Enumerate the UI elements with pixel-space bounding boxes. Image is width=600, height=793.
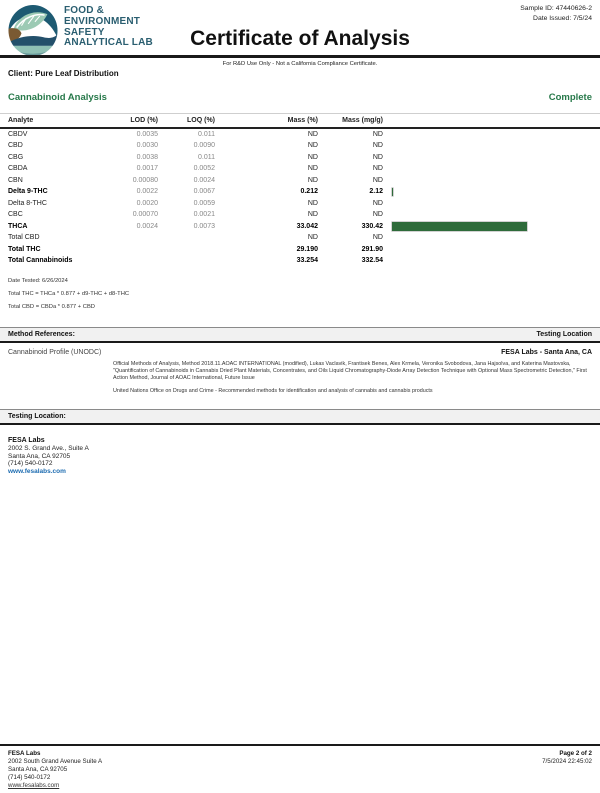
cell-analyte: CBN xyxy=(8,176,23,184)
lab-name-line: ANALYTICAL LAB xyxy=(64,37,153,49)
cell-bar xyxy=(383,255,600,267)
cell-lod: 0.0035 xyxy=(136,130,158,138)
method-references-label: Method References: xyxy=(8,331,75,338)
address-line: (714) 540-0172 xyxy=(8,460,53,468)
cell-lod: 0.00070 xyxy=(132,211,158,219)
date-issued: Date Issued: 7/5/24 xyxy=(533,14,592,22)
cell-mass-mgg: ND xyxy=(372,142,383,150)
cell-bar xyxy=(383,221,600,233)
cell-loq: 0.0090 xyxy=(193,142,215,150)
testing-address xyxy=(8,445,89,468)
cell-mass-mgg: ND xyxy=(372,130,383,138)
cell-analyte: CBD xyxy=(8,142,23,150)
cell-bar xyxy=(383,140,600,152)
cell-mass-mgg: 330.42 xyxy=(361,222,383,230)
table-row xyxy=(0,198,600,210)
footnote-line: Date Tested: 6/26/2024 xyxy=(8,278,68,284)
header-divider xyxy=(0,55,600,58)
cell-loq: 0.0052 xyxy=(193,165,215,173)
cell-analyte: Delta 8-THC xyxy=(8,199,47,207)
col-header-analyte: Analyte xyxy=(8,116,34,124)
cell-bar xyxy=(383,175,600,187)
cell-bar xyxy=(383,129,600,141)
cell-mass-mgg: 2.12 xyxy=(369,188,383,196)
footer-address-line: (714) 540-0172 xyxy=(8,774,51,781)
lab-name-text: FESA Labs xyxy=(8,437,45,444)
cell-lod: 0.0022 xyxy=(136,188,158,196)
cell-analyte: CBC xyxy=(8,211,23,219)
cell-mass-pct: 29.190 xyxy=(296,245,318,253)
page-title: Certificate of Analysis xyxy=(190,27,410,50)
cell-bar xyxy=(383,209,600,221)
cell-bar xyxy=(383,244,600,256)
cell-loq: 0.0059 xyxy=(193,199,215,207)
disclaimer-text: For R&D Use Only - Not a California Compliance Certificate. xyxy=(222,61,378,67)
col-header-lod: LOD (%) xyxy=(130,116,158,124)
cell-mass-pct: ND xyxy=(307,211,318,219)
cell-lod: 0.0024 xyxy=(136,222,158,230)
cell-mass-pct: ND xyxy=(307,199,318,207)
cell-lod: 0.0038 xyxy=(136,153,158,161)
table-row xyxy=(0,255,600,267)
cell-lod: 0.0020 xyxy=(136,199,158,207)
cell-loq: 0.0024 xyxy=(193,176,215,184)
method-location-value: FESA Labs - Santa Ana, CA xyxy=(501,349,592,356)
cell-loq: 0.0073 xyxy=(193,222,215,230)
table-row xyxy=(0,129,600,141)
cell-bar xyxy=(383,232,600,244)
testing-location-block xyxy=(8,437,89,476)
table-row xyxy=(0,232,600,244)
page-number: Page 2 of 2 xyxy=(559,750,592,757)
cell-mass-pct: ND xyxy=(307,142,318,150)
footer-address-line: 2002 South Grand Avenue Suite A xyxy=(8,758,103,765)
status-badge: Complete xyxy=(548,92,592,103)
cell-loq: 0.0021 xyxy=(193,211,215,219)
lab-name-line: FOOD & xyxy=(64,5,105,16)
footer-website-link[interactable]: www.fesalabs.com xyxy=(8,782,60,789)
table-row xyxy=(0,209,600,221)
cell-mass-mgg: ND xyxy=(372,153,383,161)
sample-id: Sample ID: 47440626-2 xyxy=(520,5,592,12)
cell-loq: 0.0067 xyxy=(193,188,215,196)
print-timestamp: 7/5/2024 22:45:02 xyxy=(542,758,592,765)
cell-bar xyxy=(383,152,600,164)
mass-bar xyxy=(392,222,527,231)
table-row xyxy=(0,175,600,187)
cell-lod: 0.00080 xyxy=(132,176,158,184)
cell-analyte: Total Cannabinoids xyxy=(8,257,73,265)
footer-address-line: Santa Ana, CA 92705 xyxy=(8,766,68,773)
footer-address xyxy=(8,758,102,782)
cell-mass-pct: ND xyxy=(307,130,318,138)
cell-mass-pct: 33.254 xyxy=(296,257,318,265)
cell-lod: 0.0030 xyxy=(136,142,158,150)
cell-mass-mgg: 332.54 xyxy=(361,257,383,265)
col-header-mass-mgg: Mass (mg/g) xyxy=(342,116,383,124)
address-line: 2002 S. Grand Ave., Suite A xyxy=(8,444,89,452)
cell-loq: 0.011 xyxy=(198,130,215,138)
cell-analyte: Total CBD xyxy=(8,234,40,242)
cell-loq: 0.011 xyxy=(198,153,215,161)
footnote-line: Total THC = THCa * 0.877 + d9-THC + d8-THC xyxy=(8,291,130,297)
cell-analyte: CBG xyxy=(8,153,24,161)
lab-name-line: SAFETY xyxy=(64,26,105,38)
analyte-table xyxy=(0,113,600,267)
cell-mass-pct: 33.042 xyxy=(296,222,318,230)
cell-bar xyxy=(383,186,600,198)
cell-mass-mgg: ND xyxy=(372,165,383,173)
lab-name-line: ENVIRONMENT xyxy=(64,15,141,27)
section-title: Cannabinoid Analysis xyxy=(8,92,107,103)
table-row xyxy=(0,152,600,164)
footer-lab-name: FESA Labs xyxy=(8,750,41,757)
method-profile-label: Cannabinoid Profile (UNODC) xyxy=(8,349,102,356)
cell-analyte: Total THC xyxy=(8,245,41,253)
cell-analyte: CBDV xyxy=(8,130,28,138)
testing-location-label: Testing Location: xyxy=(8,413,66,420)
testing-location-bar xyxy=(0,409,600,425)
cell-analyte: Delta 9-THC xyxy=(8,188,48,196)
cell-bar xyxy=(383,163,600,175)
cell-mass-mgg: ND xyxy=(372,234,383,242)
table-row xyxy=(0,186,600,198)
method-paragraph: Official Methods of Analysis, Method 2018.11.AOAC INTERNATIONAL (modified), Lukas Vaclavik, Frantisek Benes, Alex Krmela, Veronika Svobodova, Jana Hajsolva, and Katerina Mastovska, "Quantification of Cannabinoids in Cannabis Dried Plant Materials, Concentrates, and Oils Liquid Chromatography-Diode Array Detection Technique with Optional Mass Spectrometric Detection," First Action Method, Journal of AOAC International, Future Issue xyxy=(113,361,587,382)
cell-mass-mgg: ND xyxy=(372,211,383,219)
table-row xyxy=(0,140,600,152)
cell-analyte: THCA xyxy=(8,222,28,230)
footnotes xyxy=(8,278,129,317)
cell-lod: 0.0017 xyxy=(136,165,158,173)
cell-mass-pct: ND xyxy=(307,165,318,173)
cell-bar xyxy=(383,198,600,210)
sample-info xyxy=(520,4,592,24)
page-footer xyxy=(0,744,600,790)
cell-mass-pct: 0.212 xyxy=(300,188,318,196)
method-paragraphs xyxy=(113,361,590,400)
table-row xyxy=(0,163,600,175)
cell-analyte: CBDA xyxy=(8,165,28,173)
cell-mass-mgg: ND xyxy=(372,176,383,184)
col-header-loq: LOQ (%) xyxy=(187,116,215,124)
cell-mass-pct: ND xyxy=(307,153,318,161)
cell-mass-mgg: 291.90 xyxy=(361,245,383,253)
cell-mass-mgg: ND xyxy=(372,199,383,207)
table-row xyxy=(0,221,600,233)
mass-bar xyxy=(392,188,393,197)
cell-mass-pct: ND xyxy=(307,176,318,184)
method-paragraph: United Nations Office on Drugs and Crime - Recommended methods for identification and analysis of cannabis and cannabis products xyxy=(113,387,433,394)
table-header-row xyxy=(0,113,600,129)
col-header-mass-pct: Mass (%) xyxy=(287,116,318,124)
method-references-bar xyxy=(0,327,600,343)
table-row xyxy=(0,244,600,256)
footnote-line: Total CBD = CBDa * 0.877 + CBD xyxy=(8,304,95,310)
testing-location-column-label: Testing Location xyxy=(536,331,592,338)
address-line: Santa Ana, CA 92705 xyxy=(8,452,71,460)
cell-mass-pct: ND xyxy=(307,234,318,242)
table-rows xyxy=(0,129,600,267)
client-label: Client: Pure Leaf Distribution xyxy=(8,68,119,78)
website-link[interactable]: www.fesalabs.com xyxy=(8,468,66,476)
